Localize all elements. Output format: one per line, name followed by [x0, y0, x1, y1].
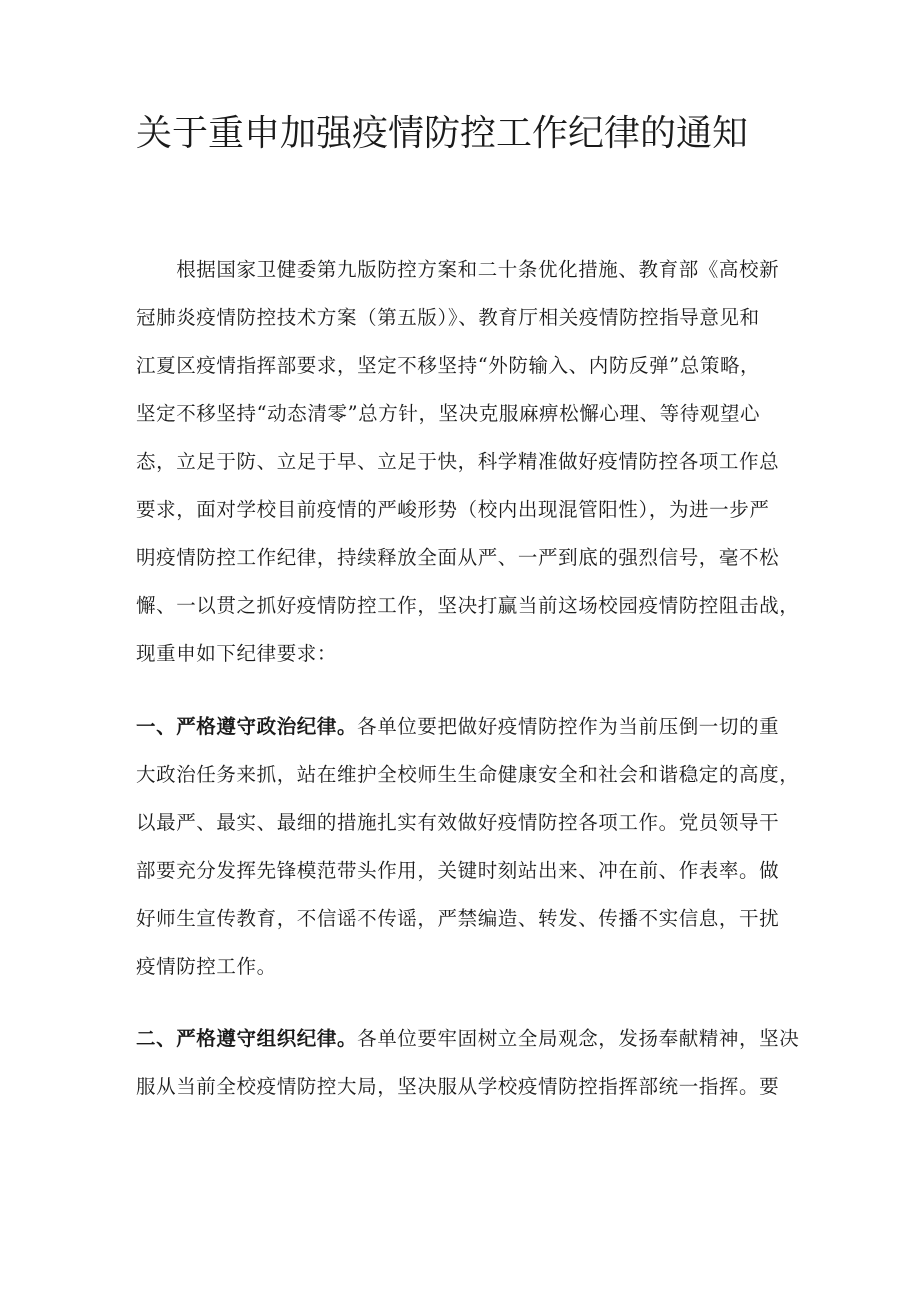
intro-line: 态，立足于防、立足于早、立足于快，科学精准做好疫情防控各项工作总: [136, 450, 780, 473]
intro-line: 冠肺炎疫情防控技术方案（第五版）》、教育厅相关疫情防控指导意见和: [136, 306, 760, 329]
section-1-line: 部要充分发挥先锋模范带头作用，关键时刻站出来、冲在前、作表率。做: [136, 859, 780, 882]
intro-line: 江夏区疫情指挥部要求，坚定不移坚持“外防输入、内防反弹”总策略，: [136, 354, 761, 377]
section-1-first-line: [136, 715, 779, 739]
intro-line: 现重申如下纪律要求：: [136, 642, 338, 665]
section-2-text: 各单位要牢固树立全局观念，发扬奉献精神，坚决: [357, 1027, 800, 1050]
intro-line: 根据国家卫健委第九版防控方案和二十条优化措施、教育部《高校新: [136, 258, 780, 281]
section-2-line: 服从当前全校疫情防控大局，坚决服从学校疫情防控指挥部统一指挥。要: [136, 1075, 780, 1098]
section-1-line: 以最严、最实、最细的措施扎实有效做好疫情防控各项工作。党员领导干: [136, 811, 780, 834]
intro-line: 坚定不移坚持“动态清零”总方针，坚决克服麻痹松懈心理、等待观望心: [136, 402, 761, 425]
section-1-text: 各单位要把做好疫情防控作为当前压倒一切的重: [357, 715, 780, 738]
section-2-first-line: [136, 1027, 799, 1051]
intro-line: 要求，面对学校目前疫情的严峻形势（校内出现混管阳性），为进一步严: [136, 498, 770, 521]
section-1-line: 好师生宣传教育，不信谣不传谣，严禁编造、转发、传播不实信息，干扰: [136, 907, 780, 930]
intro-line: 明疫情防控工作纪律，持续释放全面从严、一严到底的强烈信号，毫不松: [136, 546, 780, 569]
section-1-line: 大政治任务来抓，站在维护全校师生生命健康安全和社会和谐稳定的高度，: [136, 763, 800, 786]
section-1-line: 疫情防控工作。: [136, 955, 277, 978]
intro-line: 懈、一以贯之抓好疫情防控工作，坚决打赢当前这场校园疫情防控阻击战，: [136, 594, 800, 617]
document-title: 关于重申加强疫情防控工作纪律的通知: [136, 113, 749, 154]
section-2-heading: 二、严格遵守组织纪律。: [136, 1027, 358, 1050]
section-1-heading: 一、严格遵守政治纪律。: [136, 715, 358, 738]
